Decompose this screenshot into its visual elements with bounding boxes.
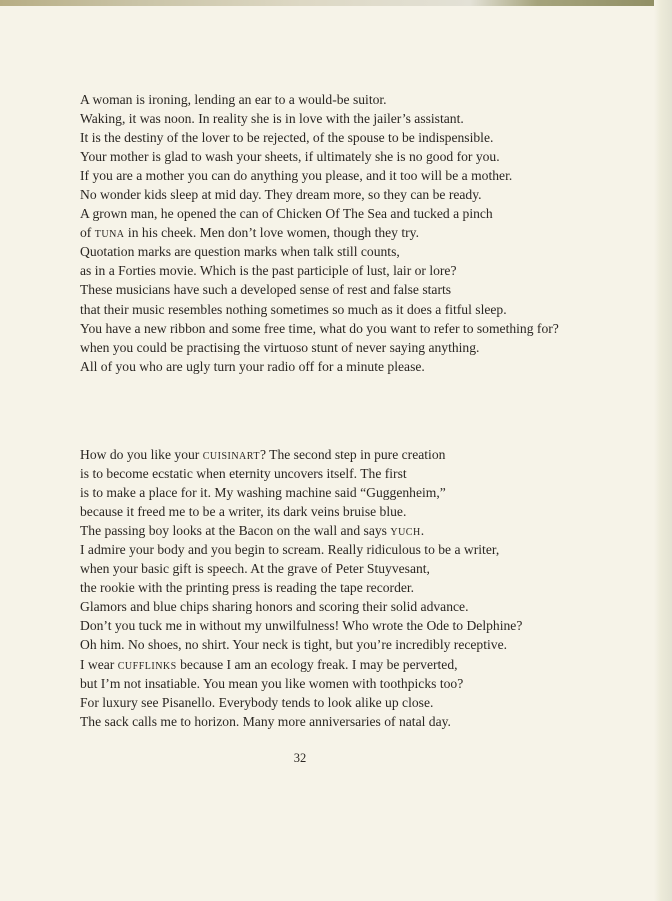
poem-line (80, 674, 522, 693)
line-text: All of you who are ugly turn your radio off for a minute please. (80, 358, 425, 374)
line-text: the rookie with the printing press is reading the tape recorder. (80, 580, 415, 596)
line-text: . (420, 523, 425, 539)
poem-line (80, 712, 522, 731)
page-number: 32 (293, 751, 307, 765)
line-text: The sack calls me to horizon. Many more anniversaries of natal day. (80, 713, 451, 729)
poem-line (80, 635, 522, 654)
line-text: Quotation marks are question marks when talk still counts, (80, 244, 400, 260)
poem-line (80, 300, 559, 319)
poem-line (80, 445, 522, 464)
line-text: that their music resembles nothing sometimes so much as it does a fitful sleep. (80, 301, 507, 317)
line-text: Your mother is glad to wash your sheets, if ultimately she is no good for you. (80, 149, 500, 165)
poem-line (80, 693, 522, 712)
poem-line (80, 502, 522, 521)
line-text: The passing boy looks at the Bacon on the wall and says (80, 523, 391, 539)
line-text: A grown man, he opened the can of Chicken Of The Sea and tucked a pinch (80, 206, 493, 222)
scan-edge-right (654, 0, 672, 901)
poem-line (80, 128, 559, 147)
line-text: when your basic gift is speech. At the grave of Peter Stuyvesant, (80, 561, 430, 577)
line-text: You have a new ribbon and some free time, what do you want to refer to something for? (80, 320, 559, 336)
stanza-1 (80, 90, 559, 376)
line-text: For luxury see Pisanello. Everybody tends to look alike up close. (80, 694, 434, 710)
line-text: because I am an ecology freak. I may be perverted, (176, 656, 458, 672)
poem-line (80, 109, 559, 128)
small-caps-word: cufflinks (117, 656, 177, 672)
poem-line (80, 540, 522, 559)
poem-line (80, 483, 522, 502)
poem-line (80, 147, 559, 166)
line-text: when you could be practising the virtuoso stunt of never saying anything. (80, 339, 480, 355)
line-text: because it freed me to be a writer, its dark veins bruise blue. (80, 504, 407, 520)
line-text: I wear (80, 656, 118, 672)
line-text: No wonder kids sleep at mid day. They dream more, so they can be ready. (80, 187, 482, 203)
poem-line (80, 280, 559, 299)
poem-line (80, 655, 522, 674)
line-text: Glamors and blue chips sharing honors and scoring their solid advance. (80, 599, 469, 615)
line-text: is to become ecstatic when eternity uncovers itself. The first (80, 466, 407, 482)
line-text: is to make a place for it. My washing machine said “Guggenheim,” (80, 485, 446, 501)
scan-edge-top (0, 0, 672, 6)
poem-line (80, 521, 522, 540)
line-text: It is the destiny of the lover to be rejected, of the spouse to be indispensible. (80, 130, 494, 146)
line-text: as in a Forties movie. Which is the past participle of lust, lair or lore? (80, 263, 457, 279)
poem-line (80, 166, 559, 185)
poem-line (80, 261, 559, 280)
line-text: If you are a mother you can do anything you please, and it too will be a mother. (80, 168, 513, 184)
small-caps-word: tuna (94, 225, 125, 241)
line-text: of (80, 225, 95, 241)
poem-line (80, 319, 559, 338)
line-text: Don’t you tuck me in without my unwilfulness! Who wrote the Ode to Delphine? (80, 618, 523, 634)
poem-line (80, 185, 559, 204)
line-text: These musicians have such a developed sense of rest and false starts (80, 282, 452, 298)
small-caps-word: yuch (390, 523, 421, 539)
poem-line (80, 597, 522, 616)
small-caps-word: cuisinart (202, 447, 260, 462)
stanza-2 (80, 445, 522, 731)
line-text: Oh him. No shoes, no shirt. Your neck is tight, but you’re incredibly receptive. (80, 637, 508, 653)
line-text: but I’m not insatiable. You mean you like women with toothpicks too? (80, 675, 464, 691)
poem-line (80, 204, 559, 223)
poem-line (80, 223, 559, 242)
poem-line (80, 616, 522, 635)
poem-line (80, 578, 522, 597)
line-text: A woman is ironing, lending an ear to a would-be suitor. (80, 92, 387, 107)
poem-line (80, 464, 522, 483)
poem-line (80, 338, 559, 357)
line-text: Waking, it was noon. In reality she is in love with the jailer’s assistant. (80, 111, 464, 127)
poem-line (80, 357, 559, 376)
line-text: How do you like your (80, 447, 203, 462)
poem-line (80, 242, 559, 261)
line-text: ? The second step in pure creation (259, 447, 446, 462)
poem-line (80, 90, 559, 109)
poem-line (80, 559, 522, 578)
line-text: I admire your body and you begin to scream. Really ridiculous to be a writer, (80, 542, 500, 558)
line-text: in his cheek. Men don’t love women, though they try. (124, 225, 419, 241)
